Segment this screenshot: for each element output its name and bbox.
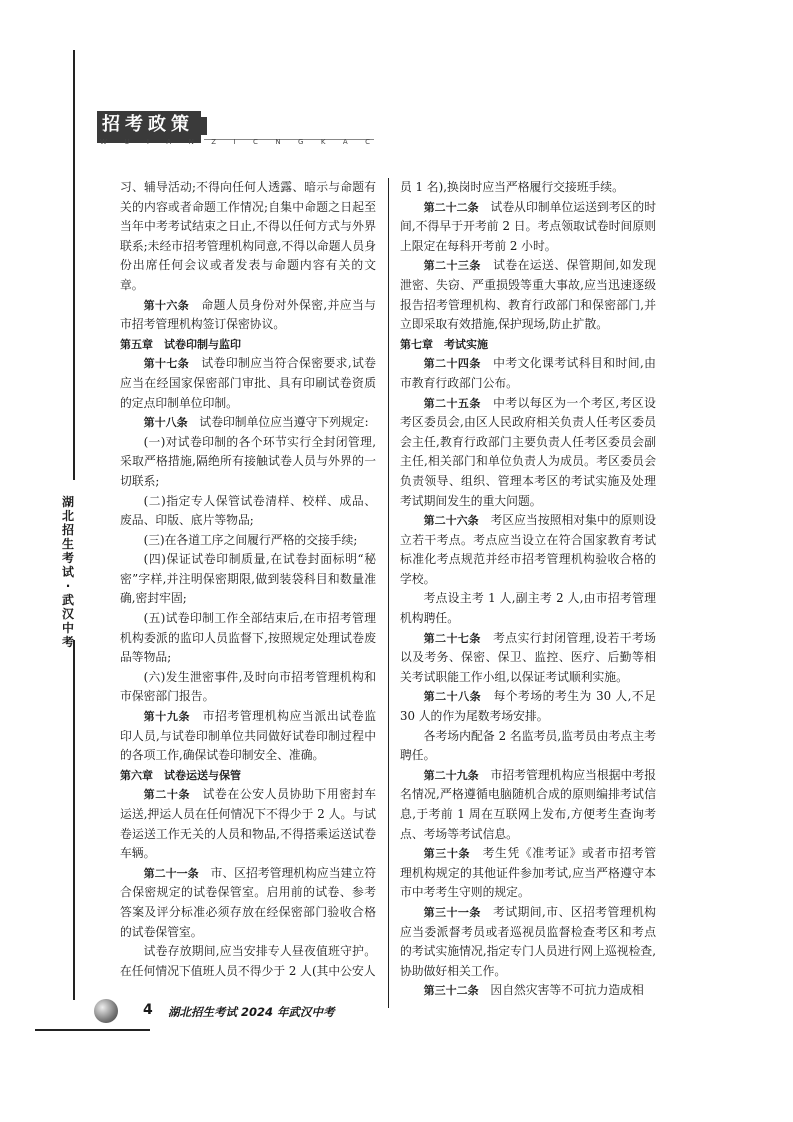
header-banner-tab xyxy=(197,117,207,135)
paragraph xyxy=(120,413,376,433)
article-number: 第二十三条 xyxy=(423,259,481,273)
article-number: 第十九条 xyxy=(143,710,191,724)
sidebar-char: 试 xyxy=(61,565,74,579)
paragraph-text: 每个考场的考生为 30 人,不足 30 人的作为尾数考场安排。 xyxy=(400,689,657,724)
chapter-heading: 第五章 试卷印制与监印 xyxy=(120,337,241,351)
paragraph-text: 考试期间,市、区招考管理机构应当委派督考员或者巡视员监督检查考区和考点的考试实施情况,指定专门人员进行网上巡视检查,协助做好相关工作。 xyxy=(400,904,656,978)
header-pinyin xyxy=(100,138,370,148)
paragraph-text: 试卷在公安人员协助下用密封车运送,押运人员在任何情况下不得少于 2 人。与试卷运送工作无关的人员和物品,不得搭乘运送试卷车辆。 xyxy=(120,787,376,861)
paragraph xyxy=(400,844,656,903)
paragraph xyxy=(400,981,656,1001)
paragraph xyxy=(120,785,376,863)
paragraph xyxy=(400,354,656,393)
paragraph-text: (二)指定专人保管试卷清样、校样、成品、废品、印版、底片等物品; xyxy=(120,493,376,528)
article-number: 第十六条 xyxy=(143,298,190,312)
paragraph xyxy=(400,394,656,512)
article-number: 第二十四条 xyxy=(423,357,481,371)
paragraph xyxy=(400,629,656,688)
paragraph xyxy=(400,727,656,766)
paragraph-text: (一)对试卷印制的各个环节实行全封闭管理,采取严格措施,隔绝所有接触试卷人员与外界的一切联系; xyxy=(120,434,376,488)
chapter-heading: 第七章 考试实施 xyxy=(400,337,488,351)
footer-ornament xyxy=(94,999,118,1023)
paragraph xyxy=(400,766,656,844)
pinyin-letter: C xyxy=(365,138,370,146)
footer-rule xyxy=(35,1029,150,1031)
paragraph-text: 命题人员身份对外保密,并应当与市招考管理机构签订保密协议。 xyxy=(120,297,376,332)
right-column xyxy=(400,178,656,1001)
article-number: 第三十二条 xyxy=(423,984,479,998)
paragraph-text: 市招考管理机构应当派出试卷监印人员,与试卷印制单位共同做好试卷印制过程中的各项工作,确保试卷印制安全、准确。 xyxy=(120,709,376,763)
pinyin-letter: G xyxy=(297,138,304,146)
paragraph xyxy=(400,511,656,589)
paragraph-text: 考点实行封闭管理,设若干考场以及考务、保密、保卫、监控、医疗、后勤等相关考试职能工作小组,以保证考试顺利实施。 xyxy=(400,630,656,684)
paragraph xyxy=(120,668,376,707)
pinyin-letter: W xyxy=(100,138,107,146)
pinyin-letter: N xyxy=(188,138,194,146)
sidebar-char: 招 xyxy=(61,523,74,537)
paragraph xyxy=(120,178,376,296)
left-vertical-rule xyxy=(73,50,75,480)
paragraph xyxy=(400,589,656,628)
paragraph-text: (六)发生泄密事件,及时向市招考管理机构和市保密部门报告。 xyxy=(120,669,376,704)
paragraph xyxy=(120,550,376,609)
paragraph-text: 各考场内配备 2 名监考员,监考员由考点主考聘任。 xyxy=(400,728,656,763)
paragraph xyxy=(120,354,376,413)
paragraph-text: 试卷在运送、保管期间,如发现泄密、失窃、严重损毁等重大事故,应当迅速逐级报告招考管理机构、教育行政部门和保密部门,并立即采取有效措施,保护现场,防止扩散。 xyxy=(400,258,656,332)
sidebar-char: 湖 xyxy=(61,495,74,509)
paragraph xyxy=(400,256,656,334)
paragraph xyxy=(120,433,376,492)
paragraph xyxy=(400,198,656,257)
paragraph xyxy=(400,687,656,726)
pinyin-letter: I xyxy=(146,138,149,146)
paragraph-text: 因自然灾害等不可抗力造成相 xyxy=(490,983,644,998)
article-number: 第十八条 xyxy=(143,416,188,430)
pinyin-letter: K xyxy=(320,138,326,146)
sidebar-char: 考 xyxy=(61,551,74,565)
paragraph-text: 市招考管理机构应当根据中考报名情况,严格遵循电脑随机合成的原则编排考试信息,于考前 1 周在互联网上发布,方便考生查询考点、考场等考试信息。 xyxy=(400,767,656,841)
article-number: 第三十条 xyxy=(423,847,471,861)
article-number: 第二十六条 xyxy=(423,514,479,528)
footer-title: 湖北招生考试 2024 年武汉中考 xyxy=(168,1005,335,1019)
article-number: 第十七条 xyxy=(143,357,190,371)
left-vertical-rule-lower xyxy=(73,640,75,1000)
paragraph-text: 中考文化课考试科目和时间,由市教育行政部门公布。 xyxy=(400,356,656,390)
sidebar-char: 中 xyxy=(61,621,74,635)
column-divider xyxy=(388,178,389,1008)
paragraph xyxy=(120,296,376,335)
left-column xyxy=(120,178,376,981)
paragraph-text: 考点设主考 1 人,副主考 2 人,由市招考管理机构聘任。 xyxy=(400,591,656,626)
sidebar-char: 北 xyxy=(61,509,74,523)
paragraph xyxy=(120,707,376,766)
paragraph-text: 试卷从印制单位运送到考区的时间,不得早于开考前 2 日。考点领取试卷时间原则上限定在每科开考前 2 小时。 xyxy=(400,199,656,253)
article-number: 第二十一条 xyxy=(143,866,199,880)
paragraph-text: (三)在各道工序之间履行严格的交接手续; xyxy=(143,532,358,547)
paragraph-text: 习、辅导活动;不得向任何人透露、暗示与命题有关的内容或者命题工作情况;自集中命题之日起至当年中考考试结束之日止,不得以任何方式与外界联系;未经市招考管理机构同意,不得以命题人员身份出席任何会议或者发表与命题内容有关的文章。 xyxy=(120,180,376,292)
paragraph-text: (四)保证试卷印制质量,在试卷封面标明“秘密”字样,并注明保密期限,做到装袋科目和数量准确,密封牢固; xyxy=(120,552,376,606)
sidebar-char: 汉 xyxy=(61,607,74,621)
paragraph-text: 考生凭《准考证》或者市招考管理机构规定的其他证件参加考试,应当严格遵守本市中考考生守则的规定。 xyxy=(400,846,656,900)
article-number: 第二十八条 xyxy=(423,690,482,704)
paragraph-text: 试卷印制单位应当遵守下列规定: xyxy=(199,415,369,430)
pinyin-letter: I xyxy=(233,138,236,146)
article-number: 第二十五条 xyxy=(423,396,481,410)
chapter-heading: 第六章 试卷运送与保管 xyxy=(120,768,241,782)
paragraph-text: 员 1 名),换岗时应当严格履行交接班手续。 xyxy=(400,180,624,194)
sidebar-vertical-title xyxy=(60,495,76,649)
paragraph xyxy=(400,178,656,198)
article-number: 第二十七条 xyxy=(423,631,481,645)
article-number: 第三十一条 xyxy=(423,905,481,919)
paragraph-text: 试卷存放期间,应当安排专人昼夜值班守护。在任何情况下值班人员不得少于 2 人(其中公安人 xyxy=(120,944,376,978)
pinyin-letter: A xyxy=(342,138,348,146)
paragraph xyxy=(120,531,376,551)
paragraph-text: (五)试卷印制工作全部结束后,在市招考管理机构委派的监印人员监督下,按照规定处理试卷废品等物品; xyxy=(120,611,376,665)
paragraph-text: 试卷印制应当符合保密要求,试卷应当在经国家保密部门审批、具有印刷试卷资质的定点印制单位印制。 xyxy=(120,356,376,410)
section-title: 招考政策 xyxy=(102,114,194,135)
paragraph xyxy=(400,903,656,981)
paragraph xyxy=(120,864,376,942)
pinyin-letter: A xyxy=(166,138,172,146)
sidebar-char: 考 xyxy=(61,635,74,649)
sidebar-char: 生 xyxy=(61,537,74,551)
paragraph xyxy=(120,942,376,981)
pinyin-letter: U xyxy=(124,138,130,146)
paragraph-text: 考区应当按照相对集中的原则设立若干考点。考点应当设立在符合国家教育考试标准化考点规范并经市招考管理机构验收合格的学校。 xyxy=(400,513,656,586)
article-number: 第二十条 xyxy=(143,788,191,802)
pinyin-letter: C xyxy=(253,138,258,146)
article-number: 第二十九条 xyxy=(423,768,479,782)
sidebar-char: 武 xyxy=(61,593,74,607)
pinyin-letter: Z xyxy=(211,138,217,146)
pinyin-letter: N xyxy=(275,138,281,146)
page-number: 4 xyxy=(143,1002,153,1018)
paragraph xyxy=(120,609,376,668)
paragraph-text: 市、区招考管理机构应当建立符合保密规定的试卷保管室。启用前的试卷、参考答案及评分标准必须存放在经保密部门验收合格的试卷保管室。 xyxy=(120,865,376,939)
paragraph xyxy=(120,492,376,531)
sidebar-char: · xyxy=(65,579,71,593)
article-number: 第二十二条 xyxy=(423,200,479,214)
paragraph-text: 中考以每区为一个考区,考区设考区委员会,由区人民政府相关负责人任考区委员会主任,教育行政部门主要负责人任考区委员会副主任,相关部门和单位负责人为成员。考区委员会负责领导、组织、管理本考区的考试实施及处理考试期间发生的重大问题。 xyxy=(400,395,656,508)
